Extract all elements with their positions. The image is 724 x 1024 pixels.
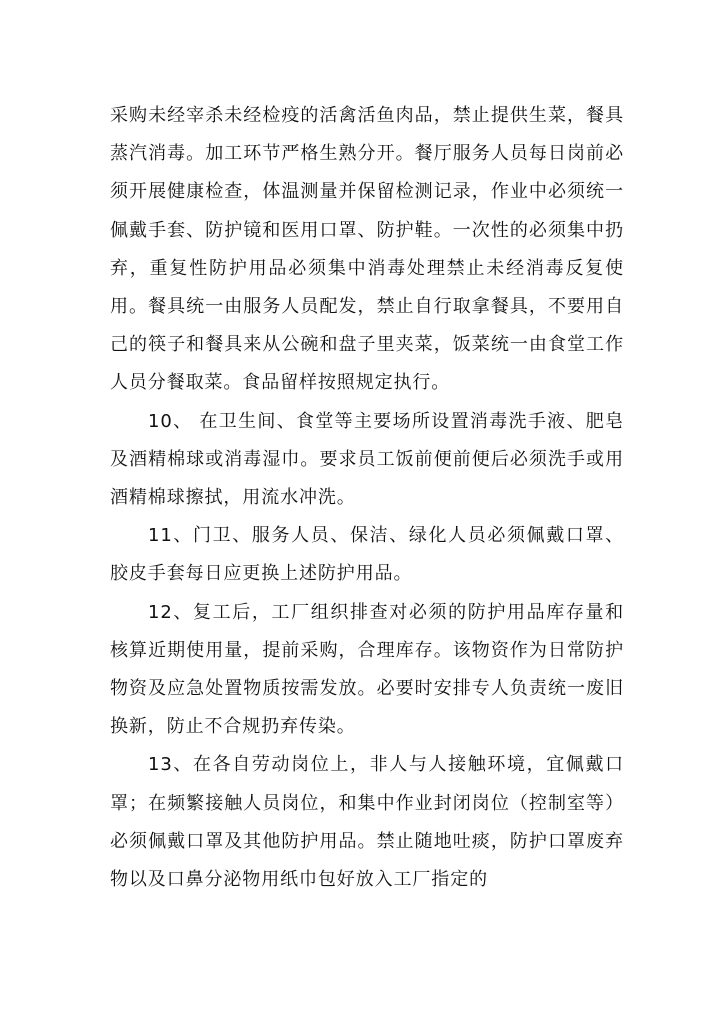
paragraph-continued: 采购未经宰杀未经检疫的活禽活鱼肉品，禁止提供生菜，餐具蒸汽消毒。加工环节严格生熟分开。餐厅服务人员每日岗前必须开展健康检查，体温测量并保留检测记录，作业中必须统一佩戴手套、防护镜和医用口罩、防护鞋。一次性的必须集中扔弃，重复性防护用品必须集中消毒处理禁止未经消毒反复使用。餐具统一由服务人员配发，禁止自行取拿餐具，不要用自己的筷子和餐具来从公碗和盘子里夹菜，饭菜统一由食堂工作人员分餐取菜。食品留样按照规定执行。 (110, 105, 624, 394)
paragraph-item-13: 13、在各自劳动岗位上，非人与人接触环境，宜佩戴口罩；在频繁接触人员岗位，和集中作业封闭岗位（控制室等）必须佩戴口罩及其他防护用品。禁止随地吐痰，防护口罩废弃物以及口鼻分泌物用纸巾包好放入工厂指定的 (110, 754, 624, 891)
paragraph-item-12: 12、复工后，工厂组织排查对必须的防护用品库存量和核算近期使用量，提前采购，合理库存。该物资作为日常防护物资及应急处置物质按需发放。必要时安排专人负责统一废旧换新，防止不合规扔弃传染。 (110, 601, 624, 738)
document-page (110, 97, 624, 899)
paragraph-item-11: 11、门卫、服务人员、保洁、绿化人员必须佩戴口罩、胶皮手套每日应更换上述防护用品。 (110, 525, 624, 585)
paragraph-item-10: 10、 在卫生间、食堂等主要场所设置消毒洗手液、肥皂及酒精棉球或消毒湿巾。要求员工饭前便前便后必须洗手或用酒精棉球擦拭，用流水冲洗。 (110, 410, 624, 509)
